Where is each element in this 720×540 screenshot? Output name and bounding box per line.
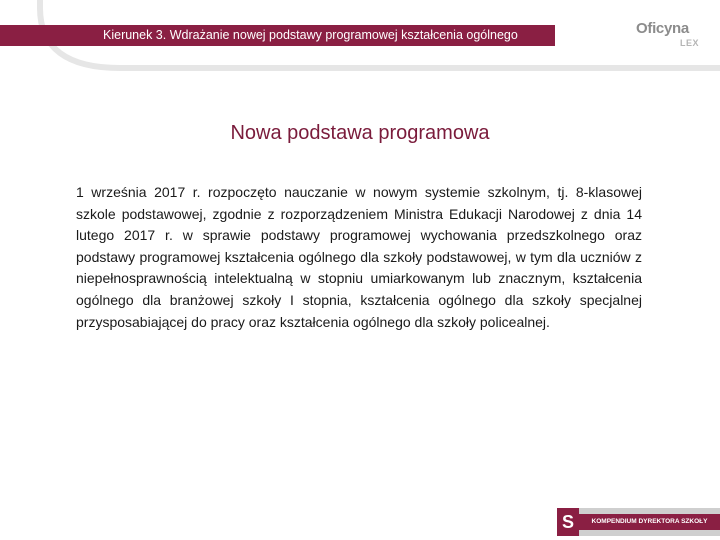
- slide-title: Nowa podstawa programowa: [230, 122, 490, 144]
- footer-label: KOMPENDIUM DYREKTORA SZKOŁY: [579, 514, 720, 530]
- header-band: [0, 25, 555, 46]
- footer-s-logo: S: [557, 508, 579, 536]
- logo-main-text: Oficyna: [636, 20, 689, 37]
- oficyna-lex-logo: [636, 20, 706, 54]
- slide-paragraph: 1 września 2017 r. rozpoczęto nauczanie w nowym systemie szkolnym, tj. 8-klasowej szkole podstawowej, zgodnie z rozporządzeniem Ministra Edukacji Narodowej z dnia 14 lutego 2017 r. w sprawie podstawy programowej wychowania przedszkolnego oraz podstawy programowej kształcenia ogólnego dla szkoły podstawowej, w tym dla uczniów z niepełnosprawnością intelektualną w stopniu umiarkowanym lub znacznym, kształcenia ogólnego dla branżowej szkoły I stopnia, kształcenia ogólnego dla szkoły specjalnej przysposabiającej do pracy oraz kształcenia ogólnego dla szkoły policealnej.: [76, 184, 642, 330]
- header-band-text: Kierunek 3. Wdrażanie nowej podstawy programowej kształcenia ogólnego: [103, 28, 518, 42]
- logo-sub-text: LEX: [680, 38, 700, 48]
- footer-badge: [557, 508, 720, 536]
